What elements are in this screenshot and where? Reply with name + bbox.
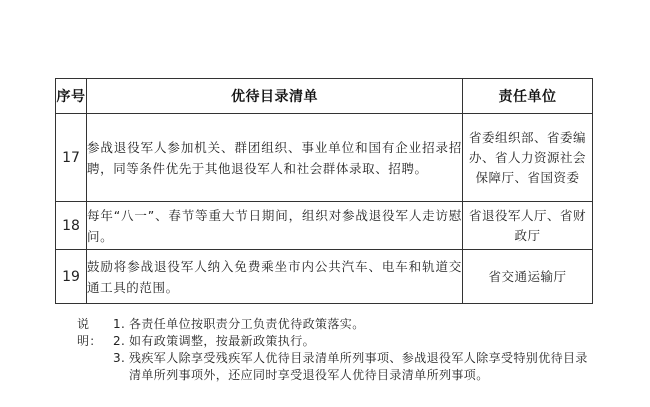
note-item bbox=[113, 350, 597, 384]
table-row bbox=[56, 202, 593, 250]
header-item: 优待目录清单 bbox=[87, 79, 463, 114]
note-number: 3. bbox=[113, 351, 126, 365]
header-seq: 序号 bbox=[56, 79, 87, 114]
unit-line: 省委组织部、省委编 bbox=[468, 129, 586, 145]
row-seq: 17 bbox=[56, 114, 87, 202]
header-unit: 责任单位 bbox=[463, 79, 593, 114]
notes-section bbox=[77, 316, 597, 384]
unit-line: 保障厅、省国资委 bbox=[475, 169, 580, 185]
row-unit bbox=[463, 202, 593, 250]
row-item: 参战退役军人参加机关、群团组织、事业单位和国有企业招录招聘，同等条件优先于其他退役军人和社会群体录取、招聘。 bbox=[87, 114, 463, 202]
note-item bbox=[113, 316, 597, 333]
unit-line: 政厅 bbox=[514, 227, 541, 243]
row-unit bbox=[463, 250, 593, 304]
row-unit bbox=[463, 114, 593, 202]
row-item: 每年“八一”、春节等重大节日期间，组织对参战退役军人走访慰问。 bbox=[87, 202, 463, 250]
note-number: 1. bbox=[113, 317, 126, 331]
notes-label: 说明： bbox=[77, 317, 102, 348]
note-text: 如有政策调整，按最新政策执行。 bbox=[129, 334, 316, 348]
table-row bbox=[56, 114, 593, 202]
row-seq: 19 bbox=[56, 250, 87, 304]
note-text: 各责任单位按职责分工负责优待政策落实。 bbox=[129, 317, 365, 331]
unit-line: 省退役军人厅、省财 bbox=[468, 207, 586, 223]
note-number: 2. bbox=[113, 334, 126, 348]
note-text: 残疾军人除享受残疾军人优待目录清单所列事项、参战退役军人除享受特别优待目录清单所列事项外，还应同时享受退役军人优待目录清单所列事项。 bbox=[129, 351, 588, 382]
row-item: 鼓励将参战退役军人纳入免费乘坐市内公共汽车、电车和轨道交通工具的范围。 bbox=[87, 250, 463, 304]
table-header-row bbox=[56, 79, 593, 114]
note-item bbox=[113, 333, 597, 350]
row-seq: 18 bbox=[56, 202, 87, 250]
unit-line: 省交通运输厅 bbox=[488, 268, 567, 284]
preferential-treatment-table bbox=[55, 78, 593, 304]
table-row bbox=[56, 250, 593, 304]
unit-line: 办、省人力资源社会 bbox=[468, 149, 586, 165]
